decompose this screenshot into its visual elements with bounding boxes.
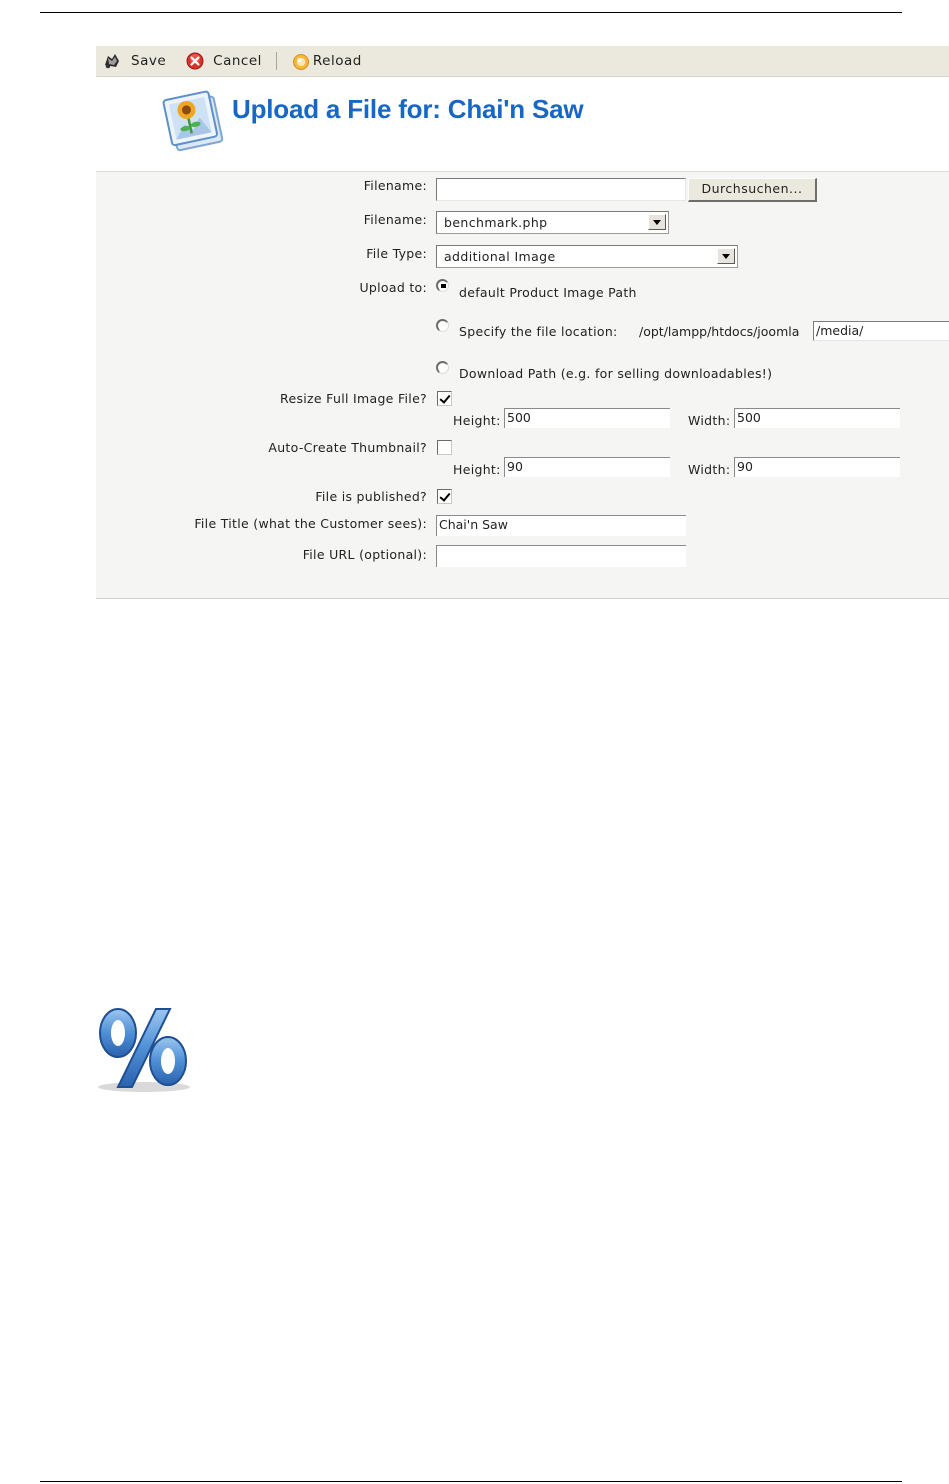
filename-select[interactable] [436,211,669,234]
thumb-height-label: Height: [453,462,501,477]
resize-full-label: Resize Full Image File? [280,391,427,406]
reload-label: Reload [312,53,362,69]
filename-select-label: Filename: [363,212,427,227]
resize-full-checkbox[interactable] [437,391,452,406]
cancel-icon [186,52,204,70]
filename-select-value: benchmark.php [444,215,548,230]
resize-width-input[interactable]: 500 [734,408,900,428]
file-type-value: additional Image [444,249,556,264]
auto-thumbnail-label: Auto-Create Thumbnail? [268,440,427,455]
path-prefix: /opt/lampp/htdocs/joomla [639,324,800,339]
toolbar [96,46,949,77]
file-type-select[interactable] [436,245,738,268]
chevron-down-icon [717,248,735,264]
page-title: Upload a File for: Chai'n Saw [232,94,584,124]
file-type-label: File Type: [366,246,427,261]
save-label: Save [131,53,167,69]
radio-specify-location-label: Specify the file location: [459,324,618,339]
file-title-label: File Title (what the Customer sees): [194,516,427,531]
filename-upload-label: Filename: [363,178,427,193]
file-title-input[interactable]: Chai'n Saw [436,515,686,536]
file-url-input[interactable] [436,545,686,567]
cancel-label: Cancel [213,53,262,69]
save-icon [102,51,122,71]
page-bottom-rule [40,1481,902,1482]
thumb-width-input[interactable]: 90 [734,457,900,477]
radio-download-path-label: Download Path (e.g. for selling downloadables!) [459,366,773,381]
path-input[interactable]: /media/ [813,321,949,341]
radio-download-path[interactable] [436,361,449,374]
image-photo-icon [162,86,232,159]
percent-icon [94,1003,194,1098]
reload-button[interactable] [291,51,362,71]
file-url-label: File URL (optional): [302,547,427,562]
resize-height-label: Height: [453,413,501,428]
upload-to-label: Upload to: [359,280,427,295]
filename-upload-input[interactable] [436,178,686,201]
chevron-down-icon [648,214,666,230]
reload-icon [291,51,311,71]
toolbar-separator [276,52,277,70]
browse-button[interactable]: Durchsuchen... [688,178,817,202]
auto-thumbnail-checkbox[interactable] [437,440,452,455]
save-button[interactable] [102,51,166,71]
thumb-height-input[interactable]: 90 [504,457,670,477]
resize-height-input[interactable]: 500 [504,408,670,428]
radio-default-path-label: default Product Image Path [459,285,637,300]
radio-default-path[interactable] [436,279,449,292]
published-checkbox[interactable] [437,489,452,504]
radio-specify-location[interactable] [436,319,449,332]
published-label: File is published? [315,489,427,504]
cancel-button[interactable] [186,52,262,70]
thumb-width-label: Width: [688,462,731,477]
page-top-rule [40,12,902,13]
resize-width-label: Width: [688,413,731,428]
